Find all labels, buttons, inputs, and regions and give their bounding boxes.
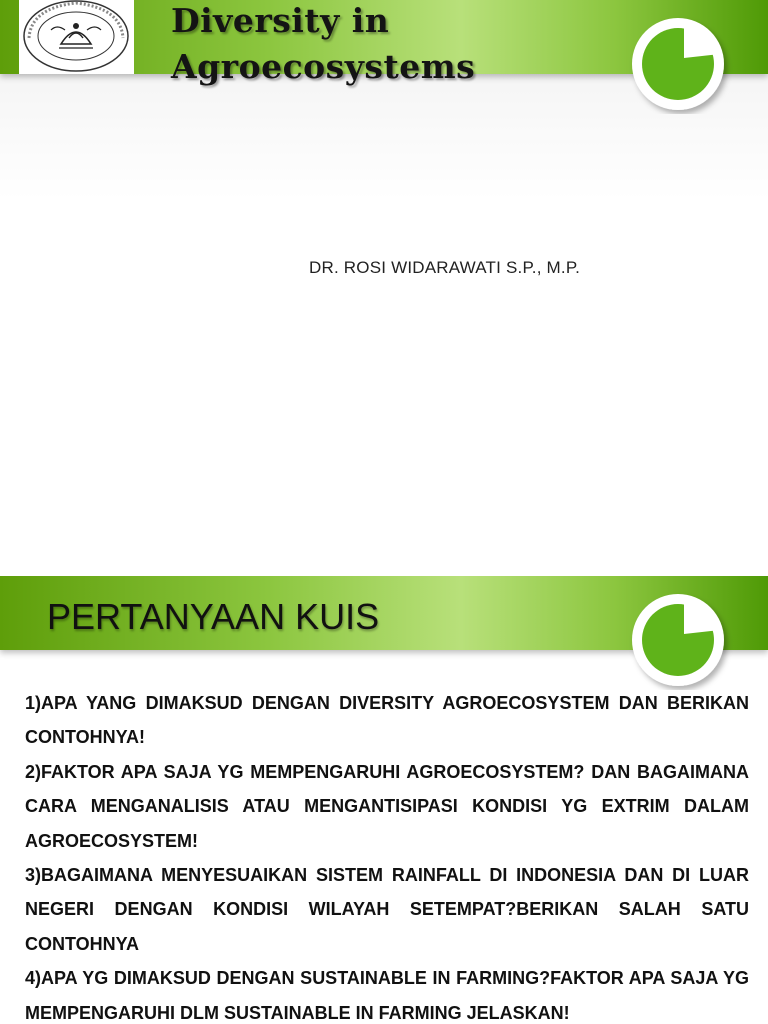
question-list: [25, 686, 749, 1024]
university-logo: [19, 0, 134, 74]
title-line-1: Diversity in: [171, 1, 390, 40]
question-item: 1)APA YANG DIMAKSUD DENGAN DIVERSITY AGROECOSYSTEM DAN BERIKAN CONTOHNYA!: [25, 693, 749, 748]
question-item: 2)FAKTOR APA SAJA YG MEMPENGARUHI AGROECOSYSTEM? DAN BAGAIMANA CARA MENGANALISIS ATAU MENGANTISIPASI KONDISI YG EXTRIM DALAM AGROECOSYSTEM!: [25, 761, 749, 851]
author-name: DR. ROSI WIDARAWATI S.P., M.P.: [309, 258, 581, 277]
question-item: 3)BAGAIMANA MENYESUAIKAN SISTEM RAINFALL DI INDONESIA DAN DI LUAR NEGERI DENGAN KONDISI WILAYAH SETEMPAT?BERIKAN SALAH SATU CONTOHNYA: [25, 865, 749, 954]
slide-heading: PERTANYAAN KUIS: [47, 596, 380, 637]
slide-title: [171, 0, 475, 90]
title-line-2: Agroecosystems: [171, 47, 476, 86]
pie-chart-icon: [628, 590, 738, 690]
question-item: 4)APA YG DIMAKSUD DENGAN SUSTAINABLE IN FARMING?FAKTOR APA SAJA YG MEMPENGARUHI DLM SUSTAINABLE IN FARMING JELASKAN!: [25, 968, 749, 1023]
quiz-slide: [0, 576, 768, 1024]
pie-chart-icon: [628, 14, 738, 114]
